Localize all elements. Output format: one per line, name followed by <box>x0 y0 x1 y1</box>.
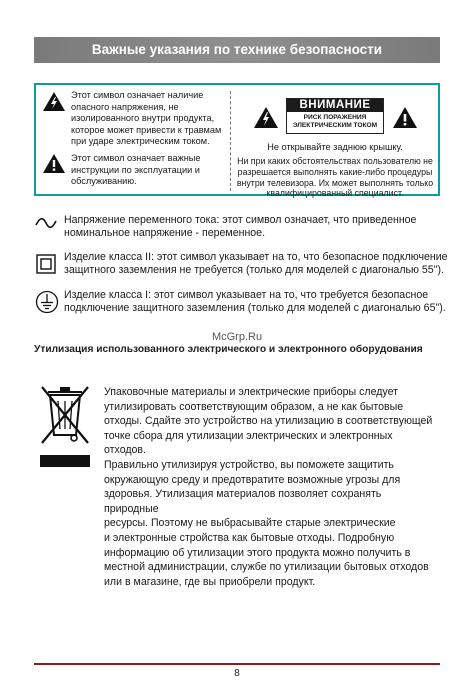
lightning-triangle-icon <box>42 91 66 112</box>
text-line: и электронные стройства как бытовые отходы. Подробную <box>104 531 395 544</box>
text-line: здоровья. Утилизация материалов позволяет сохранять природные <box>104 488 382 515</box>
text-line: разрешается выполнять какие-либо процедуры <box>237 166 433 177</box>
text-line: Напряжение переменного тока: этот символ означает, что приведенное <box>64 214 417 226</box>
ac-wave-icon <box>34 216 58 230</box>
text-line: Изделие класса I: этот символ указывает на то, что требуется безопасное <box>64 289 429 301</box>
text-line: отходы. Сдайте это устройство на утилизацию в соответствующей <box>104 415 433 428</box>
text-line: местной администрации, службе по утилизации бытовых отходов <box>104 561 429 574</box>
class-i-ground-icon <box>35 290 59 314</box>
text-line: внутри телевизора. Их может выполнять только <box>236 177 434 188</box>
text-line: квалифицированный специалист. <box>266 188 404 199</box>
text-line: Изделие класса II: этот символ указывает на то, что безопасное подключение <box>64 251 448 263</box>
page-title: Важные указания по технике безопасности <box>34 37 440 63</box>
class-i-row <box>34 289 444 317</box>
ac-voltage-row <box>34 214 444 242</box>
recycling-text <box>104 385 434 589</box>
text-line: опасного напряжения, не <box>71 101 179 112</box>
lightning-note <box>71 90 231 148</box>
text-line: номинальное напряжение - переменное. <box>64 227 266 240</box>
text-line: Этот символ означает важные <box>71 153 201 163</box>
exclamation-note <box>71 153 231 188</box>
watermark: McGrp.Ru <box>211 331 263 343</box>
text-line: РИСК ПОРАЖЕНИЯ <box>303 114 367 121</box>
text-line: информацию об утилизации этого продукта можно получить в <box>104 546 411 559</box>
exclamation-triangle-icon <box>42 153 66 174</box>
text-line: утилизировать соответствующим образом, а не как бытовые <box>104 400 404 413</box>
text-line: Ни при каких обстоятельствах пользователю не <box>237 156 433 166</box>
class-ii-icon <box>36 254 56 274</box>
text-line: окружающую среду и предотвратите возможные угрозы для <box>104 473 401 486</box>
text-line: Этот символ означает наличие <box>71 90 204 100</box>
text-line: защитного заземления не требуется (только для моделей с диагональю 55"). <box>64 264 444 277</box>
text-line: которое может привести к травмам <box>71 124 222 135</box>
text-line: обслуживанию. <box>71 176 137 187</box>
warning-subtitle <box>287 113 383 130</box>
warning-title: ВНИМАНИЕ <box>287 99 383 112</box>
text-line: точке сбора для утилизации электрических и электронных отходов. <box>104 429 393 457</box>
text-line: или в магазине, где вы приобрели продукт. <box>104 575 316 588</box>
crossed-bin-icon <box>38 385 92 471</box>
section-title: Утилизация использованного электрического и электронного оборудования <box>34 344 423 355</box>
text-line: инструкции по эксплуатации и <box>71 164 200 175</box>
text-line: Правильно утилизируя устройство, вы поможете защитить <box>104 458 394 471</box>
lightning-triangle-icon <box>253 106 279 129</box>
text-line: ЭЛЕКТРИЧЕСКИМ ТОКОМ <box>292 122 378 129</box>
text-line: подключение защитного заземления (только для моделей с диагональю 65"). <box>64 302 446 315</box>
service-note <box>234 156 436 199</box>
text-line: при ударе электрическим током. <box>71 136 210 147</box>
footer-rule <box>34 663 440 665</box>
exclamation-triangle-icon <box>392 106 418 129</box>
page-number: 8 <box>234 668 240 679</box>
do-not-open-text: Не открывайте заднюю крышку. <box>267 142 403 152</box>
warning-label <box>286 98 384 134</box>
text-line: ресурсы. Поэтому не выбрасывайте старые электрические <box>104 517 396 530</box>
text-line: изолированного внутри продукта, <box>71 113 215 124</box>
text-line: Упаковочные материалы и электрические приборы следует <box>104 386 398 398</box>
class-ii-row <box>34 251 448 279</box>
